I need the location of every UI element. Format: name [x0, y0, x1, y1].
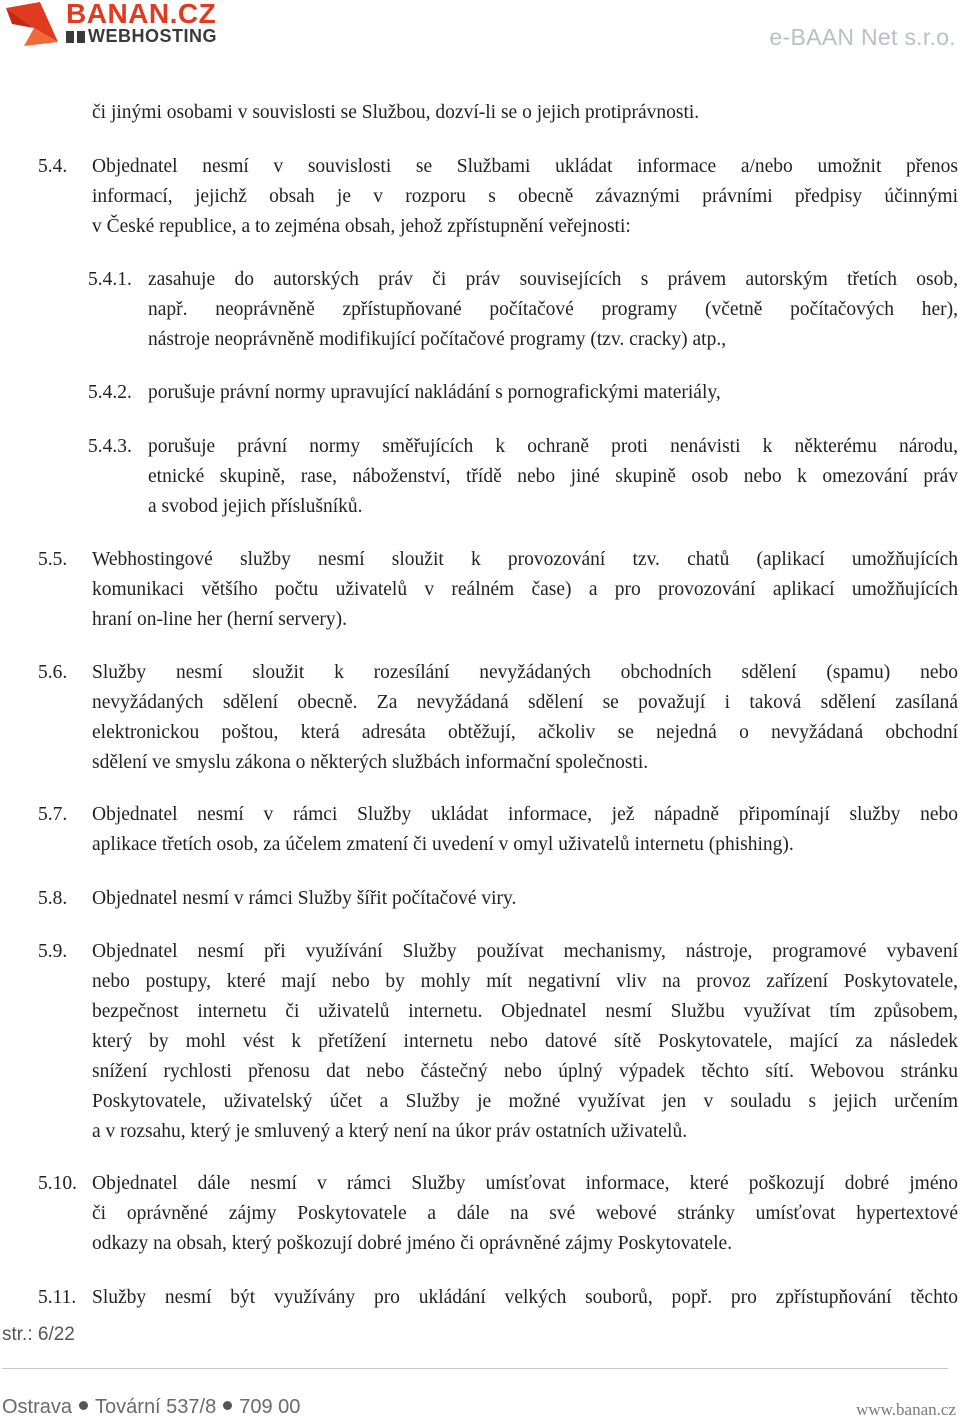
- paragraph-text: [148, 378, 958, 408]
- footer-divider: [2, 1368, 948, 1369]
- text-line: Webhostingové služby nesmí sloužit k provozování tzv. chatů (aplikací umožňujících: [92, 549, 958, 570]
- paragraph-text: [92, 545, 958, 635]
- text-line: Objednatel dále nesmí v rámci Služby umísťovat informace, které poškozují dobré jméno: [92, 1173, 958, 1194]
- text-line: aplikace třetích osob, za účelem zmatení či uvedení v omyl uživatelů internetu (phishing).: [92, 834, 794, 855]
- address-zip: 709 00: [239, 1396, 301, 1418]
- text-line: komunikaci většího počtu uživatelů v reálném čase) a pro provozování aplikací umožňujících: [92, 579, 958, 600]
- text-line: odkazy na obsah, který poškozují dobré jméno či oprávněné zájmy Poskytovatele.: [92, 1233, 733, 1254]
- text-line: etnické skupině, rase, náboženství, třídě nebo jiné skupině osob nebo k omezování práv: [148, 466, 958, 487]
- address-city: Ostrava: [2, 1396, 73, 1418]
- banan-logo: [4, 2, 244, 46]
- text-line: hraní on-line her (herní servery).: [92, 609, 348, 630]
- text-line: který by mohl vést k přetížení internetu nebo datové sítě Poskytovatele, mající za následek: [92, 1031, 958, 1052]
- paragraph-number: 5.5.: [38, 549, 68, 570]
- text-line: či oprávněné zájmy Poskytovatele a dále na své webové stránky umísťovat hypertextové: [92, 1203, 958, 1224]
- text-line: elektronickou poštou, která adresáta obtěžují, ačkoliv se nejedná o nevyžádaná obchodní: [92, 722, 958, 743]
- text-line: nevyžádaných sdělení obecně. Za nevyžádaná sdělení se považují i taková sdělení zasílaná: [92, 692, 958, 713]
- text-line: či jinými osobami v souvislosti se Službou, dozví-li se o jejich protiprávnosti.: [92, 102, 700, 123]
- paragraph-text: [92, 152, 958, 242]
- paragraph-number: 5.4.2.: [88, 382, 132, 403]
- paragraph-number: 5.4.: [38, 156, 68, 177]
- text-line: Objednatel nesmí v rámci Služby šířit počítačové viry.: [92, 888, 517, 909]
- logo-brand-text: BANAN.CZ: [66, 0, 217, 29]
- text-line: Služby nesmí sloužit k rozesílání nevyžádaných obchodních sdělení (spamu) nebo: [92, 662, 958, 683]
- page-number: str.: 6/22: [2, 1324, 75, 1345]
- paragraph-number: 5.4.1.: [88, 269, 132, 290]
- paragraph-text: [92, 1169, 958, 1259]
- logo-sub-label: WEBHOSTING: [88, 26, 217, 46]
- logo-square-icon: [66, 31, 74, 43]
- text-line: zasahuje do autorských práv či práv souvisejících s právem autorským třetích osob,: [148, 269, 958, 290]
- text-line: bezpečnost internetu či uživatelů internetu. Objednatel nesmí Službu využívat tím způsobem,: [92, 1001, 958, 1022]
- paragraph-text: [92, 800, 958, 860]
- text-line: sdělení ve smyslu zákona o některých službách informační společnosti.: [92, 752, 649, 773]
- company-name: e-BAAN Net s.r.o.: [769, 24, 956, 50]
- text-line: Poskytovatele, uživatelský účet a Služby je možné využívat jen v souladu s jejich určením: [92, 1091, 958, 1112]
- paragraph-text: [148, 265, 958, 355]
- logo-sub-text: [66, 26, 217, 47]
- paragraph-text: [92, 98, 958, 128]
- text-line: např. neoprávněně zpřístupňované počítačové programy (včetně počítačových her),: [148, 299, 958, 320]
- paragraph-number: 5.9.: [38, 941, 68, 962]
- bullet-icon: [223, 1401, 232, 1410]
- page-header: [0, 0, 960, 60]
- text-line: porušuje právní normy upravující nakládání s pornografickými materiály,: [148, 382, 721, 403]
- footer-address: [2, 1396, 300, 1419]
- text-line: informací, jejichž obsah je v rozporu s obecně závaznými právními předpisy účinnými: [92, 186, 958, 207]
- text-line: snížení rychlosti přenosu dat nebo částečný nebo úplný výpadek těchto sítí. Webovou stránku: [92, 1061, 958, 1082]
- logo-square-icon: [77, 31, 85, 43]
- text-line: Objednatel nesmí při využívání Služby používat mechanismy, nástroje, programové vybavení: [92, 941, 958, 962]
- text-line: porušuje právní normy směřujících k ochraně proti nenávisti k některému národu,: [148, 436, 958, 457]
- address-street: Tovární 537/8: [95, 1396, 217, 1418]
- paragraph-number: 5.4.3.: [88, 436, 132, 457]
- text-line: nástroje neoprávněně modifikující počítačové programy (tzv. cracky) atp.,: [148, 329, 727, 350]
- text-line: Objednatel nesmí v souvislosti se Službami ukládat informace a/nebo umožnit přenos: [92, 156, 958, 177]
- paragraph-number: 5.10.: [38, 1173, 77, 1194]
- banan-logo-icon: [4, 2, 60, 46]
- paragraph-text: [92, 884, 958, 914]
- text-line: a svobod jejich příslušníků.: [148, 496, 363, 517]
- text-line: Objednatel nesmí v rámci Služby ukládat informace, jež nápadně připomínají služby nebo: [92, 804, 958, 825]
- paragraph-number: 5.6.: [38, 662, 68, 683]
- text-line: nebo postupy, které mají nebo by mohly mít negativní vliv na provoz zařízení Poskytovatele,: [92, 971, 958, 992]
- paragraph-number: 5.8.: [38, 888, 68, 909]
- paragraph-text: [92, 658, 958, 778]
- paragraph-text: [92, 937, 958, 1147]
- text-line: a v rozsahu, který je smluvený a který není na úkor práv ostatních uživatelů.: [92, 1121, 688, 1142]
- paragraph-number: 5.11.: [38, 1287, 77, 1308]
- paragraph-number: 5.7.: [38, 804, 68, 825]
- paragraph-text: [92, 1283, 958, 1313]
- text-line: Služby nesmí být využívány pro ukládání velkých souborů, popř. pro zpřístupňování těchto: [92, 1287, 958, 1308]
- paragraph-text: [148, 432, 958, 522]
- website-link[interactable]: www.banan.cz: [856, 1400, 956, 1419]
- bullet-icon: [79, 1401, 88, 1410]
- text-line: v České republice, a to zejména obsah, jehož zpřístupnění veřejnosti:: [92, 216, 631, 237]
